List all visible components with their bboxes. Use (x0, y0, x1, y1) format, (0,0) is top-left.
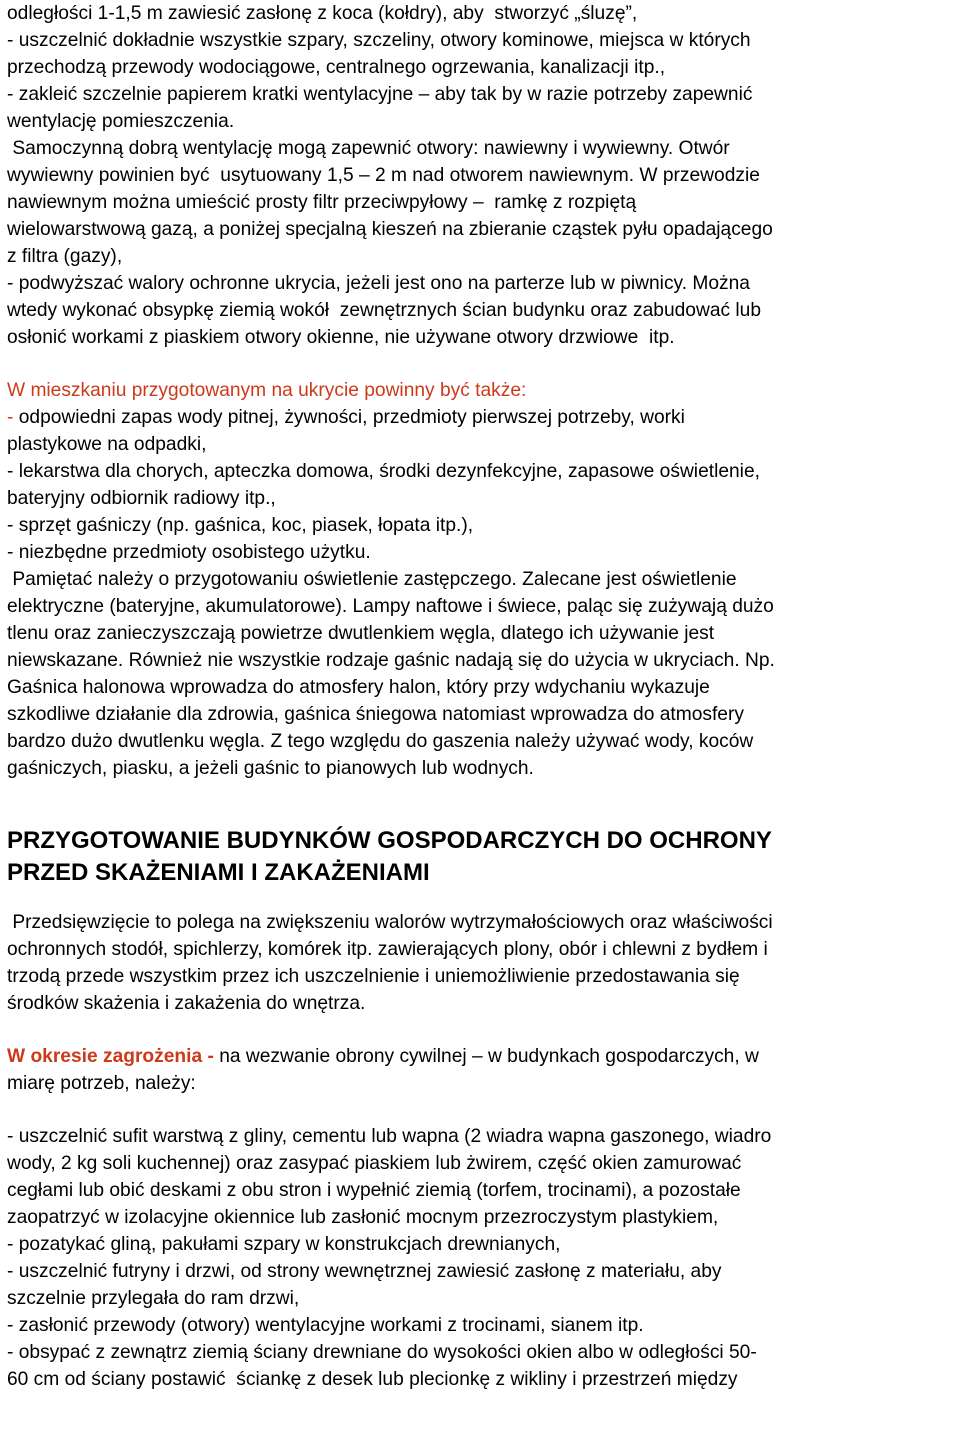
text-line: bardzo dużo dwutlenku węgla. Z tego względu do gaszenia należy używać wody, koców (7, 731, 754, 752)
threat-label: W okresie zagrożenia - (7, 1046, 214, 1067)
heading-line: PRZYGOTOWANIE BUDYNKÓW GOSPODARCZYCH DO OCHRONY (7, 827, 772, 854)
text-line: - lekarstwa dla chorych, apteczka domowa, środki dezynfekcyjne, zapasowe oświetlenie, (7, 461, 760, 482)
text-line: wody, 2 kg soli kuchennej) oraz zasypać piaskiem lub żwirem, część okien zamurować (7, 1153, 742, 1174)
list-dash: - (7, 407, 14, 428)
text-line: miarę potrzeb, należy: (7, 1073, 196, 1094)
spacer (0, 889, 960, 909)
threat-text: na wezwanie obrony cywilnej – w budynkach gospodarczych, w (213, 1046, 759, 1067)
text-line: odległości 1-1,5 m zawiesić zasłonę z koca (kołdry), aby stworzyć „śluzę”, (7, 3, 638, 24)
spacer (0, 351, 960, 377)
text-line: - uszczelnić sufit warstwą z gliny, cementu lub wapna (2 wiadra wapna gaszonego, wiadro (7, 1126, 772, 1147)
text-line: 60 cm od ściany postawić ściankę z desek lub plecionkę z wikliny i przestrzeń między (7, 1369, 738, 1390)
text-line: ochronnych stodół, spichlerzy, komórek itp. zawierających plony, obór i chlewni z bydłem i (7, 939, 768, 960)
text-line: tlenu oraz zanieczyszczają powietrze dwutlenkiem węgla, dlatego ich używanie jest (7, 623, 715, 644)
text-line: środków skażenia i zakażenia do wnętrza. (7, 993, 366, 1014)
text-line: nawiewnym można umieścić prosty filtr przeciwpyłowy – ramkę z rozpiętą (7, 192, 637, 213)
text-line: szczelnie przylegała do ram drzwi, (7, 1288, 300, 1309)
text-line: plastykowe na odpadki, (7, 434, 207, 455)
spacer (0, 1097, 960, 1123)
text-line: zaopatrzyć w izolacyjne okiennice lub zasłonić mocnym przezroczystym plastykiem, (7, 1207, 719, 1228)
text-line: - niezbędne przedmioty osobistego użytku. (7, 542, 371, 563)
text-line: elektryczne (bateryjne, akumulatorowe). Lampy naftowe i świece, paląc się zużywają dużo (7, 596, 774, 617)
text-line: Przedsięwzięcie to polega na zwiększeniu walorów wytrzymałościowych oraz właściwości (7, 912, 773, 933)
text-line: - pozatykać gliną, pakułami szpary w konstrukcjach drewnianych, (7, 1234, 561, 1255)
text-line: gaśniczych, piasku, a jeżeli gaśnic to pianowych lub wodnych. (7, 758, 534, 779)
text-line: - podwyższać walory ochronne ukrycia, jeżeli jest ono na parterze lub w piwnicy. Można (7, 273, 750, 294)
spacer (0, 1017, 960, 1043)
block-shelter-sealing (0, 0, 960, 351)
text-line (0, 1043, 960, 1070)
text-line: Pamiętać należy o przygotowaniu oświetlenie zastępczego. Zalecane jest oświetlenie (7, 569, 737, 590)
text-line: - uszczelnić futryny i drzwi, od strony wewnętrznej zawiesić zasłonę z materiału, aby (7, 1261, 722, 1282)
text-line: - uszczelnić dokładnie wszystkie szpary, szczeliny, otwory kominowe, miejsca w których (7, 30, 751, 51)
text-line: - obsypać z zewnątrz ziemią ściany drewniane do wysokości okien albo w odległości 50- (7, 1342, 757, 1363)
block-apartment-supplies (0, 377, 960, 782)
text-line: cegłami lub obić deskami z obu stron i wypełnić ziemią (torfem, trocinami), a pozostałe (7, 1180, 741, 1201)
spacer (0, 782, 960, 825)
block-farm-buildings-intro (0, 909, 960, 1017)
text-line: z filtra (gazy), (7, 246, 123, 267)
text-line: wywiewny powinien być usytuowany 1,5 – 2 m nad otworem nawiewnym. W przewodzie (7, 165, 760, 186)
block-threat-period (0, 1043, 960, 1097)
text-line: przechodzą przewody wodociągowe, centralnego ogrzewania, kanalizacji itp., (7, 57, 666, 78)
text-line: - sprzęt gaśniczy (np. gaśnica, koc, piasek, łopata itp.), (7, 515, 474, 536)
section-heading (0, 825, 960, 889)
section-intro: W mieszkaniu przygotowanym na ukrycie powinny być także: (7, 380, 527, 401)
block-farm-measures (0, 1123, 960, 1393)
text-line: bateryjny odbiornik radiowy itp., (7, 488, 276, 509)
text-line: Samoczynną dobrą wentylację mogą zapewnić otwory: nawiewny i wywiewny. Otwór (7, 138, 730, 159)
text-line: osłonić workami z piaskiem otwory okienne, nie używane otwory drzwiowe itp. (7, 327, 675, 348)
text-line: niewskazane. Również nie wszystkie rodzaje gaśnic nadają się do użycia w ukryciach. Np. (7, 650, 775, 671)
heading-line: PRZED SKAŻENIAMI I ZAKAŻENIAMI (7, 859, 430, 886)
text-line: szkodliwe działanie dla zdrowia, gaśnica śniegowa natomiast wprowadza do atmosfery (7, 704, 744, 725)
text-line: wtedy wykonać obsypkę ziemią wokół zewnętrznych ścian budynku oraz zabudować lub (7, 300, 762, 321)
text-line: - zasłonić przewody (otwory) wentylacyjne workami z trocinami, sianem itp. (7, 1315, 644, 1336)
text-line: Gaśnica halonowa wprowadza do atmosfery halon, który przy wdychaniu wykazuje (7, 677, 710, 698)
text-line: trzodą przede wszystkim przez ich uszczelnienie i uniemożliwienie przedostawania się (7, 966, 740, 987)
text-line: - zakleić szczelnie papierem kratki wentylacyjne – aby tak by w razie potrzeby zapewnić (7, 84, 753, 105)
text-line: wielowarstwową gazą, a poniżej specjalną kieszeń na zbieranie cząstek pyłu opadającego (7, 219, 773, 240)
text-line: wentylację pomieszczenia. (7, 111, 235, 132)
list-item-text: odpowiedni zapas wody pitnej, żywności, przedmioty pierwszej potrzeby, worki (13, 407, 685, 428)
text-line (0, 404, 960, 431)
